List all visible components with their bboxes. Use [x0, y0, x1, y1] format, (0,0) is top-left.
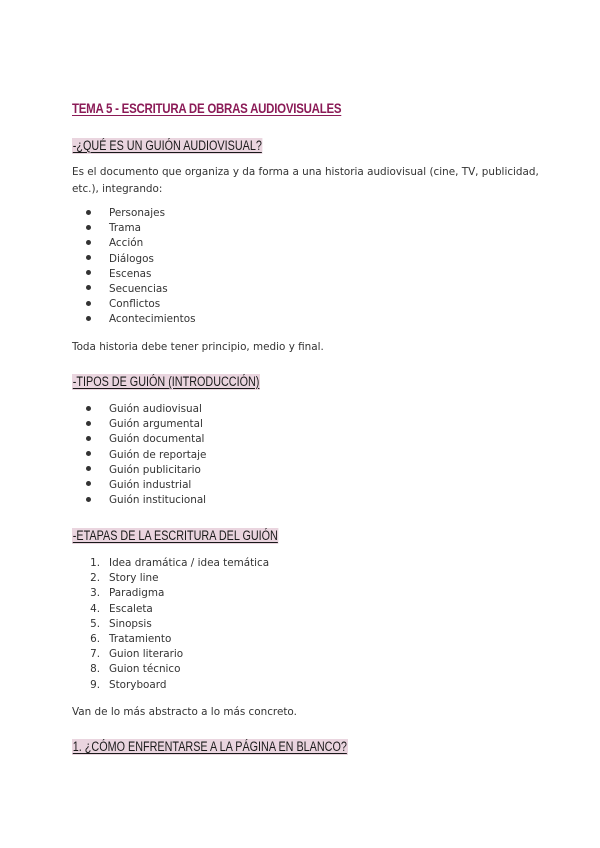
bullet-icon [86, 221, 102, 236]
list-number: 1. [90, 557, 100, 569]
bullet-icon [86, 312, 102, 327]
list-item: Personajes [86, 206, 195, 221]
bullet-icon [86, 432, 102, 447]
list-item: 6. Tratamiento [86, 632, 269, 647]
intro-paragraph [72, 164, 542, 198]
list-item: Escenas [86, 267, 195, 282]
intro-line-1: Es el documento que organiza y da forma a una historia audiovisual (cine, TV, publicidad, [72, 166, 539, 178]
list-number: 4. [90, 602, 100, 615]
list-item: Trama [86, 221, 195, 236]
list-number: 2. [90, 572, 100, 585]
section-heading-tipos-guion: -TIPOS DE GUIÓN (INTRODUCCIÓN) [72, 374, 260, 389]
bullet-icon [86, 448, 102, 463]
list-number: 5. [90, 617, 100, 630]
etapas-closing-paragraph: Van de lo más abstracto a lo más concreto. [72, 706, 297, 718]
list-item: Guión documental [86, 432, 206, 447]
list-number: 6. [90, 632, 100, 645]
list-number: 7. [90, 648, 100, 661]
list-item: 5. Sinopsis [86, 617, 269, 632]
bullet-icon [86, 252, 102, 267]
document-title: TEMA 5 - ESCRITURA DE OBRAS AUDIOVISUALES [72, 100, 342, 116]
bullet-icon [86, 236, 102, 251]
bullet-icon [86, 493, 102, 508]
list-item: Acción [86, 236, 195, 251]
list-number: 8. [90, 663, 100, 676]
bullet-icon [86, 417, 102, 432]
list-number: 9. [90, 678, 100, 691]
section-heading-etapas-escritura: -ETAPAS DE LA ESCRITURA DEL GUIÓN [72, 528, 278, 543]
list-item: Guión de reportaje [86, 448, 206, 463]
list-item: 8. Guion técnico [86, 662, 269, 677]
list-item: Guión industrial [86, 478, 206, 493]
bullet-icon [86, 478, 102, 493]
guion-elements-list [86, 206, 195, 328]
list-item: Secuencias [86, 282, 195, 297]
list-item: Guión publicitario [86, 463, 206, 478]
list-item: 2. Story line [86, 571, 269, 586]
bullet-icon [86, 267, 102, 282]
list-item: 9. Storyboard [86, 678, 269, 693]
intro-line-2: etc.), integrando: [72, 183, 163, 195]
etapas-escritura-list [86, 556, 269, 693]
list-item: Acontecimientos [86, 312, 195, 327]
bullet-icon [86, 297, 102, 312]
list-number: 3. [90, 587, 100, 600]
section-heading-pagina-en-blanco: 1. ¿CÓMO ENFRENTARSE A LA PÁGINA EN BLANCO? [72, 739, 347, 754]
bullet-icon [86, 206, 102, 221]
list-item: 7. Guion literario [86, 647, 269, 662]
bullet-icon [86, 463, 102, 478]
list-item: Conflictos [86, 297, 195, 312]
list-item: Guión institucional [86, 493, 206, 508]
list-item: Guión audiovisual [86, 402, 206, 417]
list-item: Diálogos [86, 252, 195, 267]
tipos-guion-list [86, 402, 206, 508]
closing-paragraph: Toda historia debe tener principio, medio y final. [72, 341, 324, 353]
section-heading-que-es-guion: -¿QUÉ ES UN GUIÓN AUDIOVISUAL? [72, 138, 262, 153]
list-item: Guión argumental [86, 417, 206, 432]
list-item: 3. Paradigma [86, 586, 269, 601]
bullet-icon [86, 282, 102, 297]
list-item: 4. Escaleta [86, 602, 269, 617]
bullet-icon [86, 402, 102, 417]
list-item: 1. Idea dramática / idea temática [86, 556, 269, 571]
